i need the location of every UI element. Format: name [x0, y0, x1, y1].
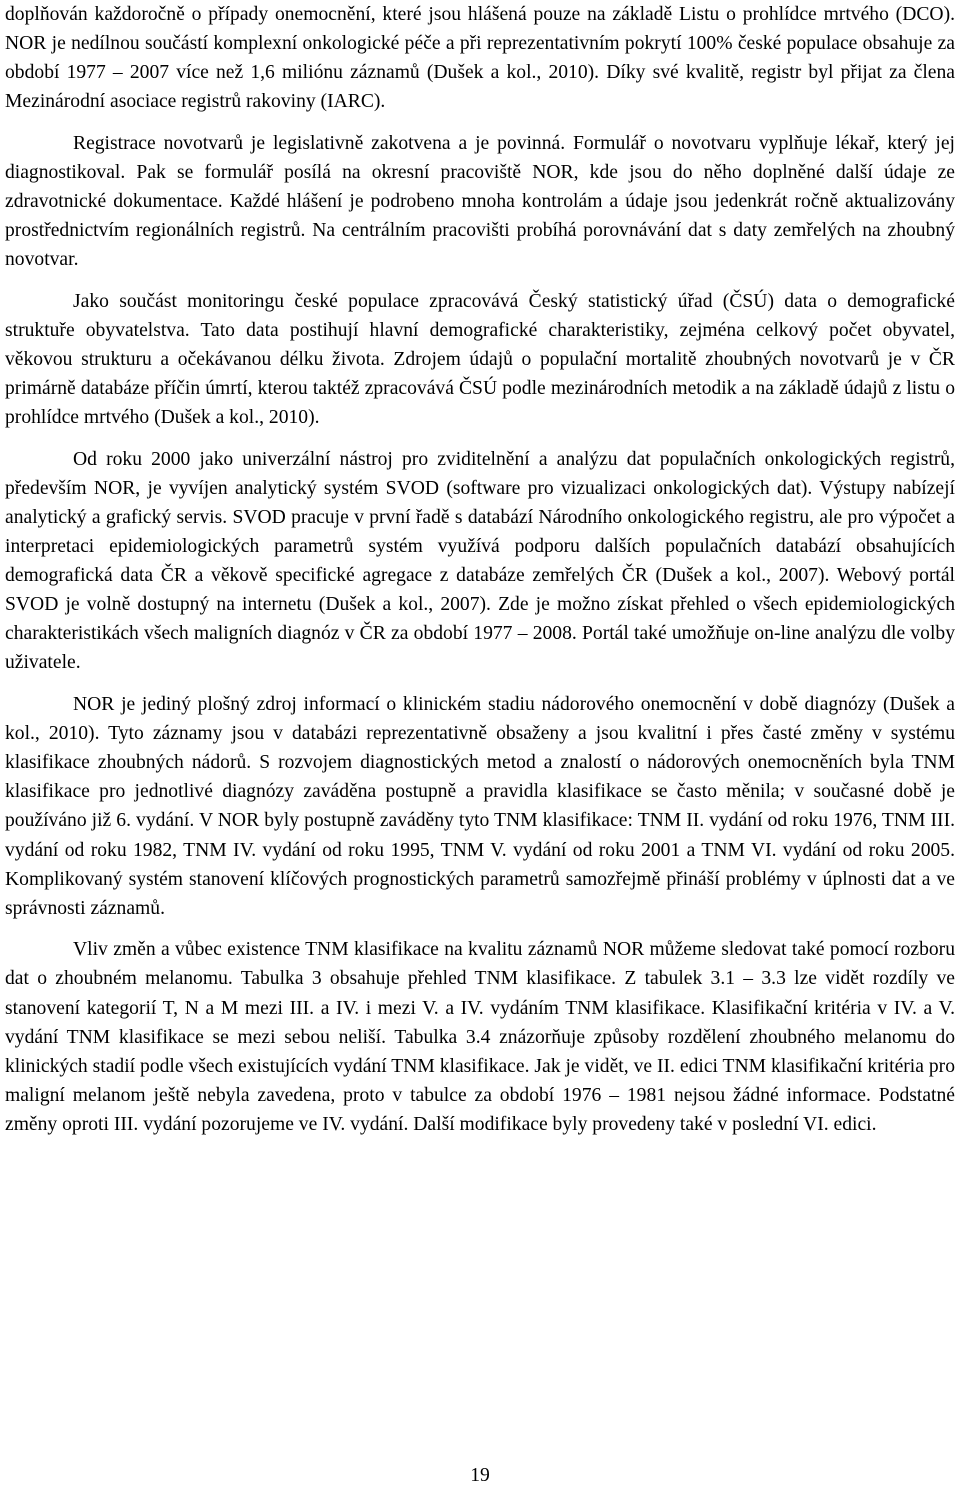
- paragraph-nor-overview: doplňován každoročně o případy onemocnění, které jsou hlášená pouze na základě Listu o prohlídce mrtvého (DCO). NOR je nedílnou součástí komplexní onkologické péče a při reprezentativním pokrytí 100% české populace obsahuje za období 1977 – 2007 více než 1,6 miliónu záznamů (Dušek a kol., 2010). Díky své kvalitě, registr byl přijat za člena Mezinárodní asociace registrů rakoviny (IARC).: [5, 4, 955, 113]
- paragraph-melanoma-tnm: Vliv změn a vůbec existence TNM klasifikace na kvalitu záznamů NOR můžeme sledovat také pomocí rozboru dat o zhoubném melanomu. Tabulka 3 obsahuje přehled TNM klasifikace. Z tabulek 3.1 – 3.3 lze vidět rozdíly ve stanovení kategorií T, N a M mezi III. a IV. i mezi V. a IV. vydáním TNM klasifikace. Klasifikační kritéria v IV. a V. vydání TNM klasifikace se mezi sebou neliší. Tabulka 3.4 znázorňuje způsoby rozdělení zhoubného melanomu do klinických stadií podle všech existujících vydání TNM klasifikace. Jak je vidět, ve II. edici TNM klasifikační kritéria pro maligní melanom ještě nebyla zavedena, proto v tabulce za období 1976 – 1981 nejsou žádné informace. Podstatné změny oproti III. vydání pozorujeme ve IV. vydání. Další modifikace byly provedeny také v poslední VI. edici.: [5, 939, 955, 1135]
- paragraph-csu-demography: Jako součást monitoringu české populace zpracovává Český statistický úřad (ČSÚ) data o demografické struktuře obyvatelstva. Tato data postihují hlavní demografické charakteristiky, zejména celkový počet obyvatel, věkovou strukturu a očekávanou délku života. Zdrojem údajů o populační mortalitě zhoubných novotvarů je v ČR primárně databáze příčin úmrtí, kterou taktéž zpracovává ČSÚ podle mezinárodních metodik a na základě údajů z listu o prohlídce mrtvého (Dušek a kol., 2010).: [5, 290, 955, 429]
- paragraph-svod-system: Od roku 2000 jako univerzální nástroj pro zviditelnění a analýzu dat populačních onkologických registrů, především NOR, je vyvíjen analytický systém SVOD (software pro vizualizaci onkologických dat). Výstupy nabízejí analytický a grafický servis. SVOD pracuje v první řadě s databází Národního onkologického registru, ale pro výpočet a interpretaci epidemiologických parametrů systém využívá podporu dalších populačních databází obsahujících demografická data ČR a věkově specifické agregace z databáze zemřelých ČR (Dušek a kol., 2007). Webový portál SVOD je volně dostupný na internetu (Dušek a kol., 2007). Zde je možno získat přehled o všech epidemiologických charakteristikách všech maligních diagnóz v ČR za období 1977 – 2008. Portál také umožňuje on-line analýzu dle volby uživatele.: [5, 448, 955, 674]
- body-text: [5, 0, 955, 1151]
- page-number: 19: [470, 1465, 490, 1486]
- paragraph-tnm-classification: NOR je jediný plošný zdroj informací o klinickém stadiu nádorového onemocnění v době diagnózy (Dušek a kol., 2010). Tyto záznamy jsou v databázi reprezentativně obsaženy a jsou kvalitní i přes časté změny v systému klasifikace zhoubných nádorů. S rozvojem diagnostických metod a znalostí o nádorových onemocněních byla TNM klasifikace pro jednotlivé diagnózy zaváděna postupně a pravidla klasifikace se často měnila; v současné době je používáno již 6. vydání. V NOR byly postupně zaváděny tyto TNM klasifikace: TNM II. vydání od roku 1976, TNM III. vydání od roku 1982, TNM IV. vydání od roku 1995, TNM V. vydání od roku 2001 a TNM VI. vydání od roku 2005. Komplikovaný systém stanovení klíčových prognostických parametrů samozřejmě přináší problémy v úplnosti dat a ve správnosti záznamů.: [5, 694, 955, 919]
- paragraph-registration: Registrace novotvarů je legislativně zakotvena a je povinná. Formulář o novotvaru vyplňuje lékař, který jej diagnostikoval. Pak se formulář posílá na okresní pracoviště NOR, kde jsou do něho doplněné další údaje ze zdravotnické dokumentace. Každé hlášení je podrobeno mnoha kontrolám a údaje jsou jedenkrát ročně aktualizovány prostřednictvím regionálních registrů. Na centrálním pracovišti probíhá porovnávání dat s daty zemřelých na zhoubný novotvar.: [5, 132, 955, 271]
